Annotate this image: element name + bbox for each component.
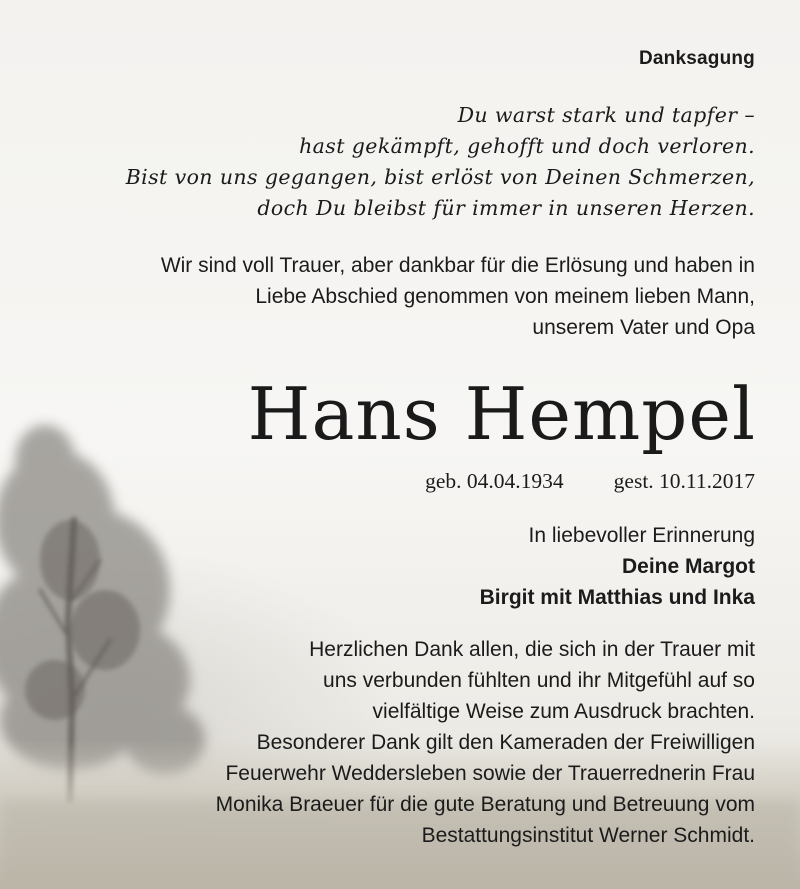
intro-line: Wir sind voll Trauer, aber dankbar für die Erlösung und haben in [160, 254, 755, 277]
thanks-line: Herzlichen Dank allen, die sich in der Trauer mit [309, 638, 755, 661]
memory-line: In liebevoller Erinnerung [528, 524, 755, 547]
death-date: gest. 10.11.2017 [613, 469, 755, 493]
thanks-line: Besonderer Dank gilt den Kameraden der Freiwilligen [256, 731, 755, 754]
poem-line: hast gekämpft, gehofft und doch verloren. [299, 134, 755, 158]
family-name: Birgit mit Matthias und Inka [479, 586, 755, 609]
family-name: Deine Margot [621, 555, 755, 578]
birth-date: geb. 04.04.1934 [425, 469, 564, 493]
thanks-line: vielfältige Weise zum Ausdruck brachten. [372, 700, 755, 723]
deceased-name: Hans Hempel [247, 372, 756, 456]
poem-line: Du warst stark und tapfer – [457, 103, 755, 127]
thanks-line: Bestattungsinstitut Werner Schmidt. [421, 824, 755, 847]
poem [126, 100, 755, 224]
poem-line: doch Du bleibst für immer in unseren Herzen. [257, 196, 755, 220]
thanks-line: Feuerwehr Weddersleben sowie der Trauerrednerin Frau [225, 762, 755, 785]
intro-line: Liebe Abschied genommen von meinem lieben Mann, [255, 285, 755, 308]
family-signature [480, 520, 755, 613]
intro-line: unserem Vater und Opa [532, 316, 755, 339]
thanks-line: Monika Braeuer für die gute Beratung und Betreuung vom [215, 793, 755, 816]
thanks-text [216, 634, 755, 851]
heading: Danksagung [638, 48, 755, 69]
life-dates [425, 466, 755, 496]
intro-text [161, 250, 755, 343]
poem-line: Bist von uns gegangen, bist erlöst von Deinen Schmerzen, [125, 165, 755, 189]
thanks-line: uns verbunden fühlten und ihr Mitgefühl auf so [323, 669, 755, 692]
